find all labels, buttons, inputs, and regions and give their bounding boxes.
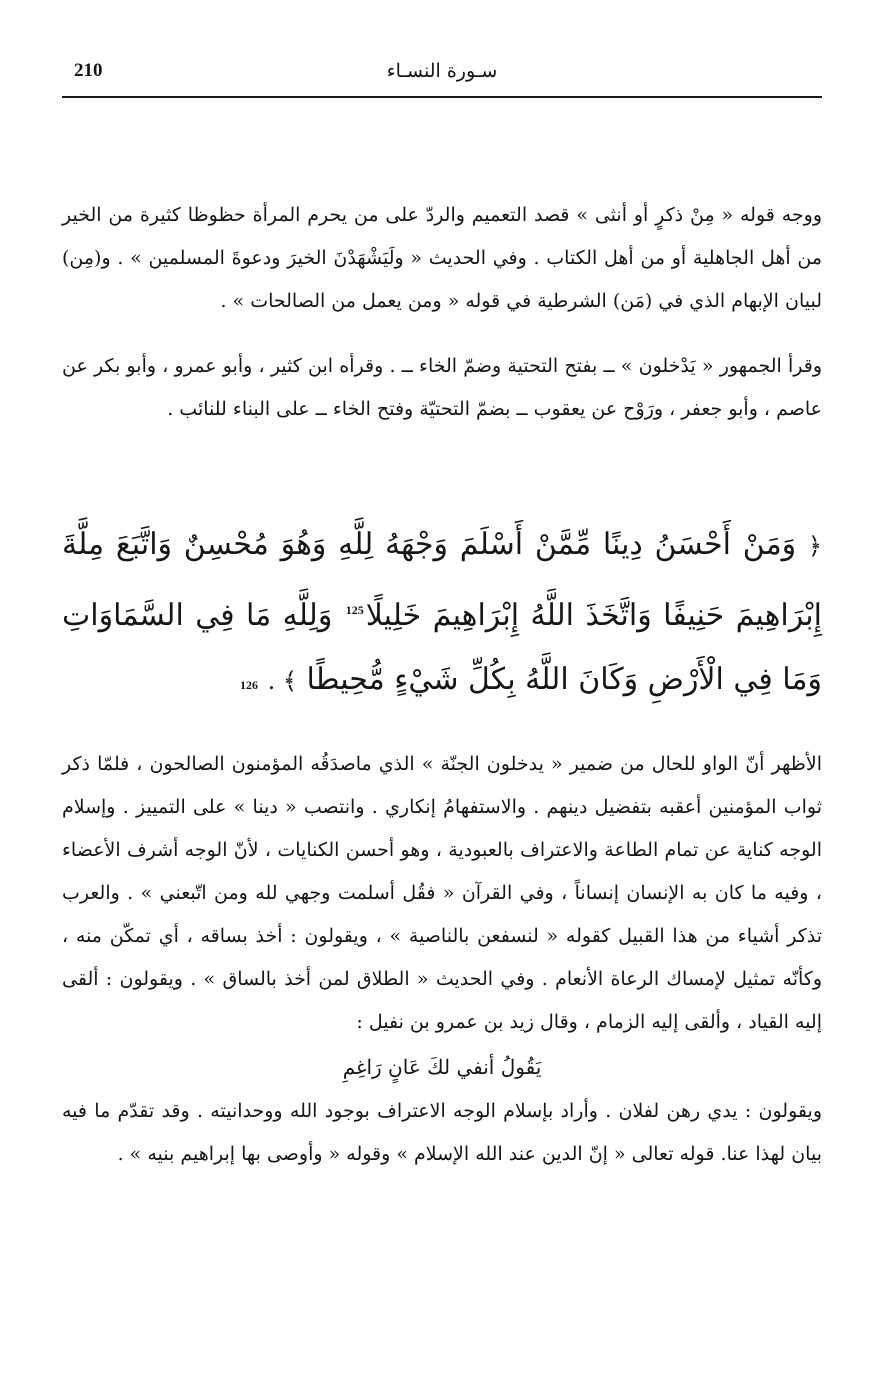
commentary-paragraph: الأظهر أنّ الواو للحال من ضمير « يدخلون الجنّة » الذي ماصدَقُه المؤمنون الصالحون ، فلمّا ذكر ثواب المؤمنين أعقبه بتفضيل دينهم . والاستفهامُ إنكاري . وانتصب « دينا » على التمييز . وإسلام الوجه كناية عن تمام الطاعة والاعتراف بالعبودية ، وهو أحسن الكنايات ، لأنّ الوجه أشرف الأعضاء ، وفيه ما كان به الإنسان إنساناً ، وفي القرآن « فقُل أسلمت وجهي لله ومن اتّبعني » . والعرب تذكر أشياء من هذا القبيل كقوله « لنسفعن بالناصية » ، ويقولون : أخذ بساقه ، أي تمكّن منه ، وكأنّه تمثيل لإمساك الرعاة الأنعام . وفي الحديث « الطلاق لمن أخذ بالساق » . ويقولون : ألقى إليه القياد ، وألقى إليه الزمام ، وقال زيد بن عمرو بن نفيل : [62,753,822,1033]
quran-text-a: وَمَنْ أَحْسَنُ دِينًا مِّمَّنْ أَسْلَمَ وَجْهَهُ لِلَّهِ وَهُوَ مُحْسِنٌ وَاتَّبَعَ مِلَّةَ إِبْرَاهِيمَ حَنِيفًا [62,527,822,633]
verse-number-126: 126 [240,678,259,692]
quran-text-c: وَلِلَّهِ مَا فِي السَّمَاوَاتِ وَمَا فِي الْأَرْضِ وَكَانَ اللَّهُ بِكُلِّ شَيْءٍ مُّحِيطًا [62,598,822,697]
quran-verse-block [62,513,822,717]
page-number: 210 [74,60,103,81]
running-title: سـورة النسـاء [386,60,498,82]
quran-open-brace: ﴿ [807,532,822,560]
quran-close-brace: ﴾ . [267,667,297,695]
paragraph-1: ووجه قوله « مِنْ ذكرٍ أو أنثى » قصد التعميم والردّ على من يحرم المرأة حظوظا كثيرة من الخير من أهل الجاهلية أو من أهل الكتاب . وفي الحديث « ولَيَشْهَدْنَ الخيرَ ودعوةَ المسلمين » . و(مِن) لبيان الإبهام الذي في (مَن) الشرطية في قوله « ومن يعمل من الصالحات » . [62,204,822,312]
quran-text-b: وَاتَّخَذَ اللَّهُ إِبْرَاهِيمَ خَلِيلًا [365,598,652,633]
poetry-verse: يَقُولُ أنفي لكَ عَانٍ رَاغِمِ [342,1055,542,1079]
commentary-paragraph-2: ويقولون : يدي رهن لفلان . وأراد بإسلام الوجه الاعتراف بوجود الله ووحدانيته . وقد تقدّم ما فيه بيان لهذا عنا. قوله تعالى « إنّ الدين عند الله الإسلام » وقوله « وأوصى بها إبراهيم بنيه » . [62,1100,822,1165]
book-page [62,50,822,1176]
page-header [62,50,822,98]
verse-number-125: 125 [345,603,364,617]
paragraph-2: وقرأ الجمهور « يَدْخلون » ــ بفتح التحتية وضمّ الخاء ــ . وقرأه ابن كثير ، وأبو عمرو ، وأبو بكر عن عاصم ، وأبو جعفر ، ورَوْح عن يعقوب ــ بضمّ التحتيّة وفتح الخاء ــ على البناء للنائب . [62,355,822,420]
